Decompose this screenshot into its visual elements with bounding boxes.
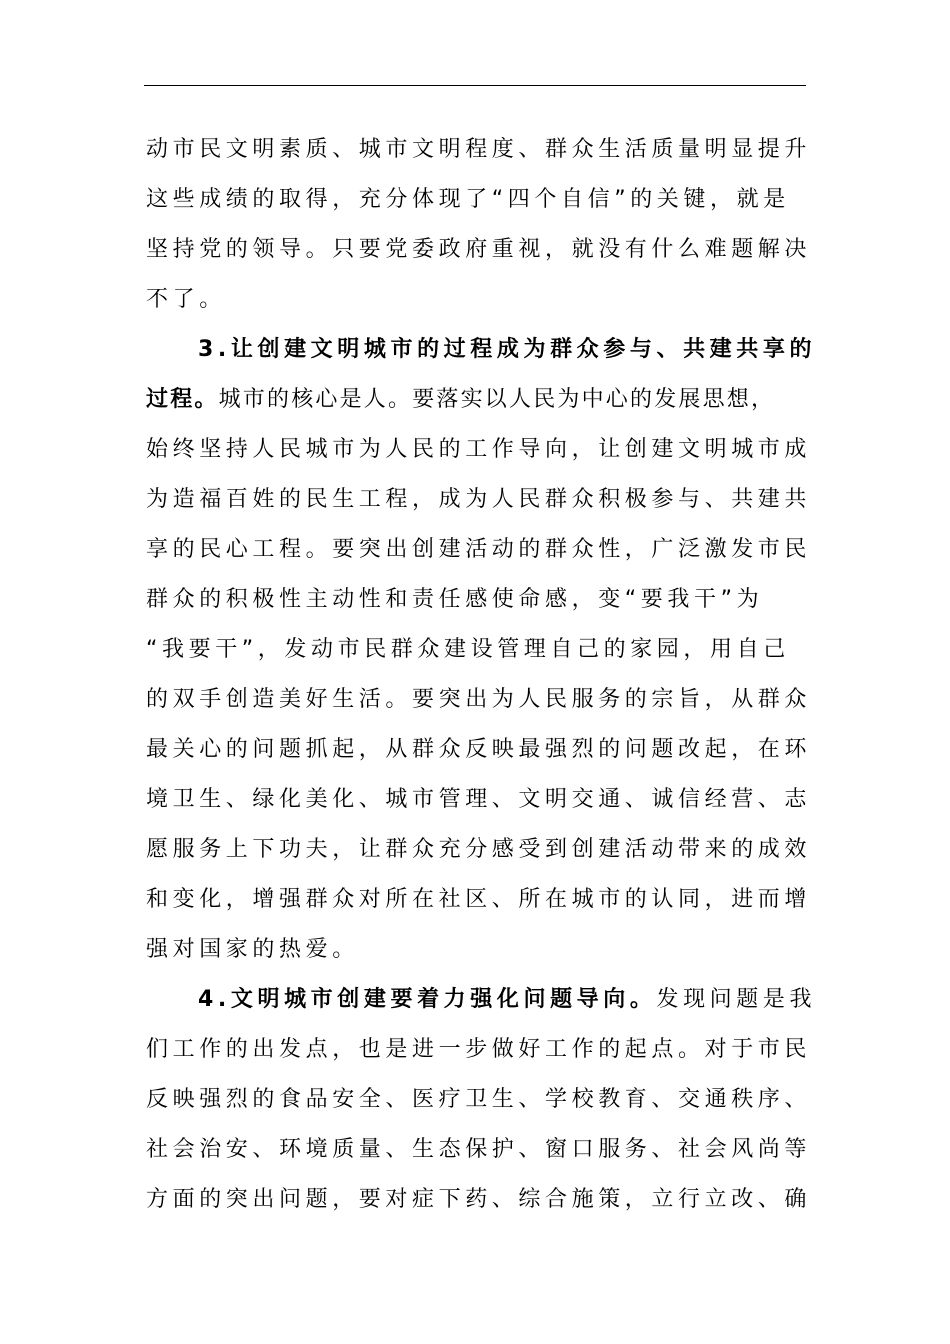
text-line <box>146 225 812 275</box>
line-text: 始终坚持人民城市为人民的工作导向，让创建文明城市成 <box>146 437 812 462</box>
section-heading-3 <box>146 325 817 375</box>
line-text: 社会治安、环境质量、生态保护、窗口服务、社会风尚等 <box>146 1137 812 1162</box>
line-text: 愿服务上下功夫，让群众充分感受到创建活动带来的成效 <box>146 837 812 862</box>
text-line <box>146 275 808 325</box>
text-line <box>146 1075 812 1125</box>
line-text: 和变化，增强群众对所在社区、所在城市的认同，进而增 <box>146 887 812 912</box>
text-line <box>146 525 812 575</box>
text-line <box>146 725 812 775</box>
text-line <box>146 375 808 425</box>
line-text: 们工作的出发点，也是进一步做好工作的起点。对于市民 <box>146 1037 812 1062</box>
text-line <box>146 175 808 225</box>
line-text: 强对国家的热爱。 <box>146 937 359 962</box>
line-text: 为造福百姓的民生工程，成为人民群众积极参与、共建共 <box>146 487 812 512</box>
line-text: 方面的突出问题，要对症下药、综合施策，立行立改、确 <box>146 1187 812 1212</box>
line-text: 反映强烈的食品安全、医疗卫生、学校教育、交通秩序、 <box>146 1087 812 1112</box>
text-line <box>146 425 812 475</box>
text-line <box>146 875 812 925</box>
text-line <box>146 775 812 825</box>
line-text: 城市的核心是人。要落实以人民为中心的发展思想， <box>218 387 776 412</box>
line-text: 坚持党的领导。只要党委政府重视，就没有什么难题解决 <box>146 237 812 262</box>
text-line <box>146 575 808 625</box>
line-text: 境卫生、绿化美化、城市管理、文明交通、诚信经营、志 <box>146 787 812 812</box>
heading-text: 4.文明城市创建要着力强化问题导向。 <box>198 987 657 1012</box>
line-text: 的双手创造美好生活。要突出为人民服务的宗旨，从群众 <box>146 687 812 712</box>
line-text: 这些成绩的取得，充分体现了“四个自信”的关键，就是 <box>146 187 790 212</box>
section-heading-4 <box>146 975 817 1025</box>
line-text: 不了。 <box>146 287 226 312</box>
line-text: 享的民心工程。要突出创建活动的群众性，广泛激发市民 <box>146 537 812 562</box>
header-rule <box>144 85 806 86</box>
text-line <box>146 925 808 975</box>
line-text: 最关心的问题抓起，从群众反映最强烈的问题改起，在环 <box>146 737 812 762</box>
heading-text: 3.让创建文明城市的过程成为群众参与、共建共享的 <box>198 337 817 362</box>
line-text: 群众的积极性主动性和责任感使命感，变“要我干”为 <box>146 587 764 612</box>
text-line <box>146 675 812 725</box>
heading-text: 过程。 <box>146 387 219 412</box>
line-text: “我要干”，发动市民群众建设管理自己的家园，用自己 <box>146 637 790 662</box>
text-line <box>146 125 812 175</box>
text-line <box>146 825 812 875</box>
document-body <box>146 125 817 1225</box>
text-line <box>146 1025 812 1075</box>
line-text: 动市民文明素质、城市文明程度、群众生活质量明显提升 <box>146 137 812 162</box>
line-text: 发现问题是我 <box>656 987 817 1012</box>
text-line <box>146 475 812 525</box>
text-line <box>146 1175 812 1225</box>
text-line <box>146 1125 812 1175</box>
text-line <box>146 625 808 675</box>
